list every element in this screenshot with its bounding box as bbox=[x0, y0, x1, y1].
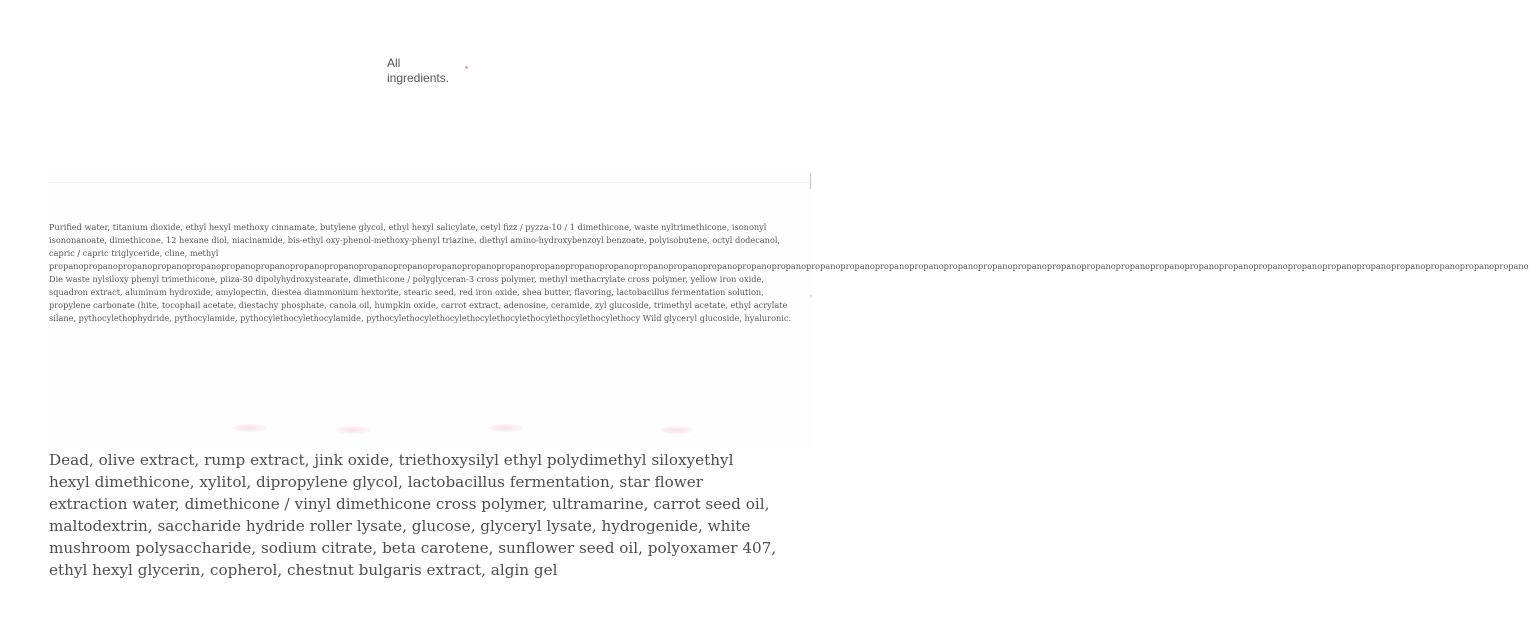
ingredient-fine-print bbox=[49, 221, 1529, 325]
decorative-sparkle bbox=[660, 426, 694, 434]
heading-line-1: All bbox=[387, 56, 401, 70]
fine-print-line: squadron extract, aluminum hydroxide, amylopectin, diestea diammonium hextorite, stearic seed, red iron oxide, shea butter, flavoring, lactobacillus fermentation solution, bbox=[49, 287, 764, 297]
panel-divider bbox=[48, 182, 812, 183]
decorative-sparkle bbox=[488, 424, 522, 432]
decorative-sparkle bbox=[336, 426, 370, 434]
fine-print-line: Die waste nylsiloxy phenyl trimethicone, piiza-30 dipolyhydroxystearate, dimethicone / polyglyceran-3 cross polymer, methyl methacrylate cross polymer, yellow iron oxide, bbox=[49, 274, 764, 284]
ingredient-main-list: Dead, olive extract, rump extract, jink oxide, triethoxysilyl ethyl polydimethyl siloxyethyl hexyl dimethicone, xylitol, dipropylene glycol, lactobacillus fermentation, star flower extraction water, dimethicone / vinyl dimethicone cross polymer, ultramarine, carrot seed oil, maltodextrin, saccharide hydride roller lysate, glucose, glyceryl lysate, hydrogenide, white mushroom polysaccharide, sodium citrate, beta carotene, sunflower seed oil, polyoxamer 407, ethyl hexyl glycerin, copherol, chestnut bulgaris extract, algin gel bbox=[49, 451, 777, 579]
fine-print-line: Purified water, titanium dioxide, ethyl hexyl methoxy cinnamate, butylene glycol, ethyl hexyl salicylate, cetyl fizz / pyzza-10 / 1 dimethicone, waste nyltrimethicone, isononyl bbox=[49, 222, 767, 232]
heading-accent-dot bbox=[465, 66, 468, 69]
fine-print-line: silane, pythocylethophydride, pythocylamide, pythocylethocylethocylamide, pythocylethocylethocylethocylethocylethocylethocylethocylethocy Wild glyceryl glucoside, hyaluronic. bbox=[49, 313, 792, 323]
chevron-right-icon: › bbox=[810, 294, 812, 300]
heading-line-2: ingredients. bbox=[387, 71, 450, 85]
fine-print-line: propanopropanopropanopropanopropanopropanopropanopropanopropanopropanopropanopropanopropanopropanopropanopropanopropanopropanopropanopropanopropanopropanopropanopropanopropanopropanopropanopropanopropanopropanopropanopropanopropanopropanopropanopropanopropanopropanopropanopropanopropanopropanopropano bbox=[49, 261, 1529, 271]
fine-print-line: isononanoate, dimethicone, 12 hexane diol, niacinamide, bis-ethyl oxy-phenol-methoxy-phenyl triazine, diethyl amino-hydroxybenzoyl benzoate, polyisobutene, octyl dodecanol, bbox=[49, 235, 781, 245]
panel-edge-mark bbox=[810, 173, 811, 189]
fine-print-line: capric / capric triglyceride, cline, methyl bbox=[49, 248, 219, 258]
decorative-sparkle bbox=[232, 424, 266, 432]
section-heading bbox=[387, 56, 457, 86]
fine-print-line: propylene carbonate (hite, tocophail acetate, diestachy phosphate, canola oil, humpkin oxide, carrot extract, adenosine, ceramide, zyl glucoside, trimethyl acetate, ethyl acrylate bbox=[49, 300, 788, 310]
